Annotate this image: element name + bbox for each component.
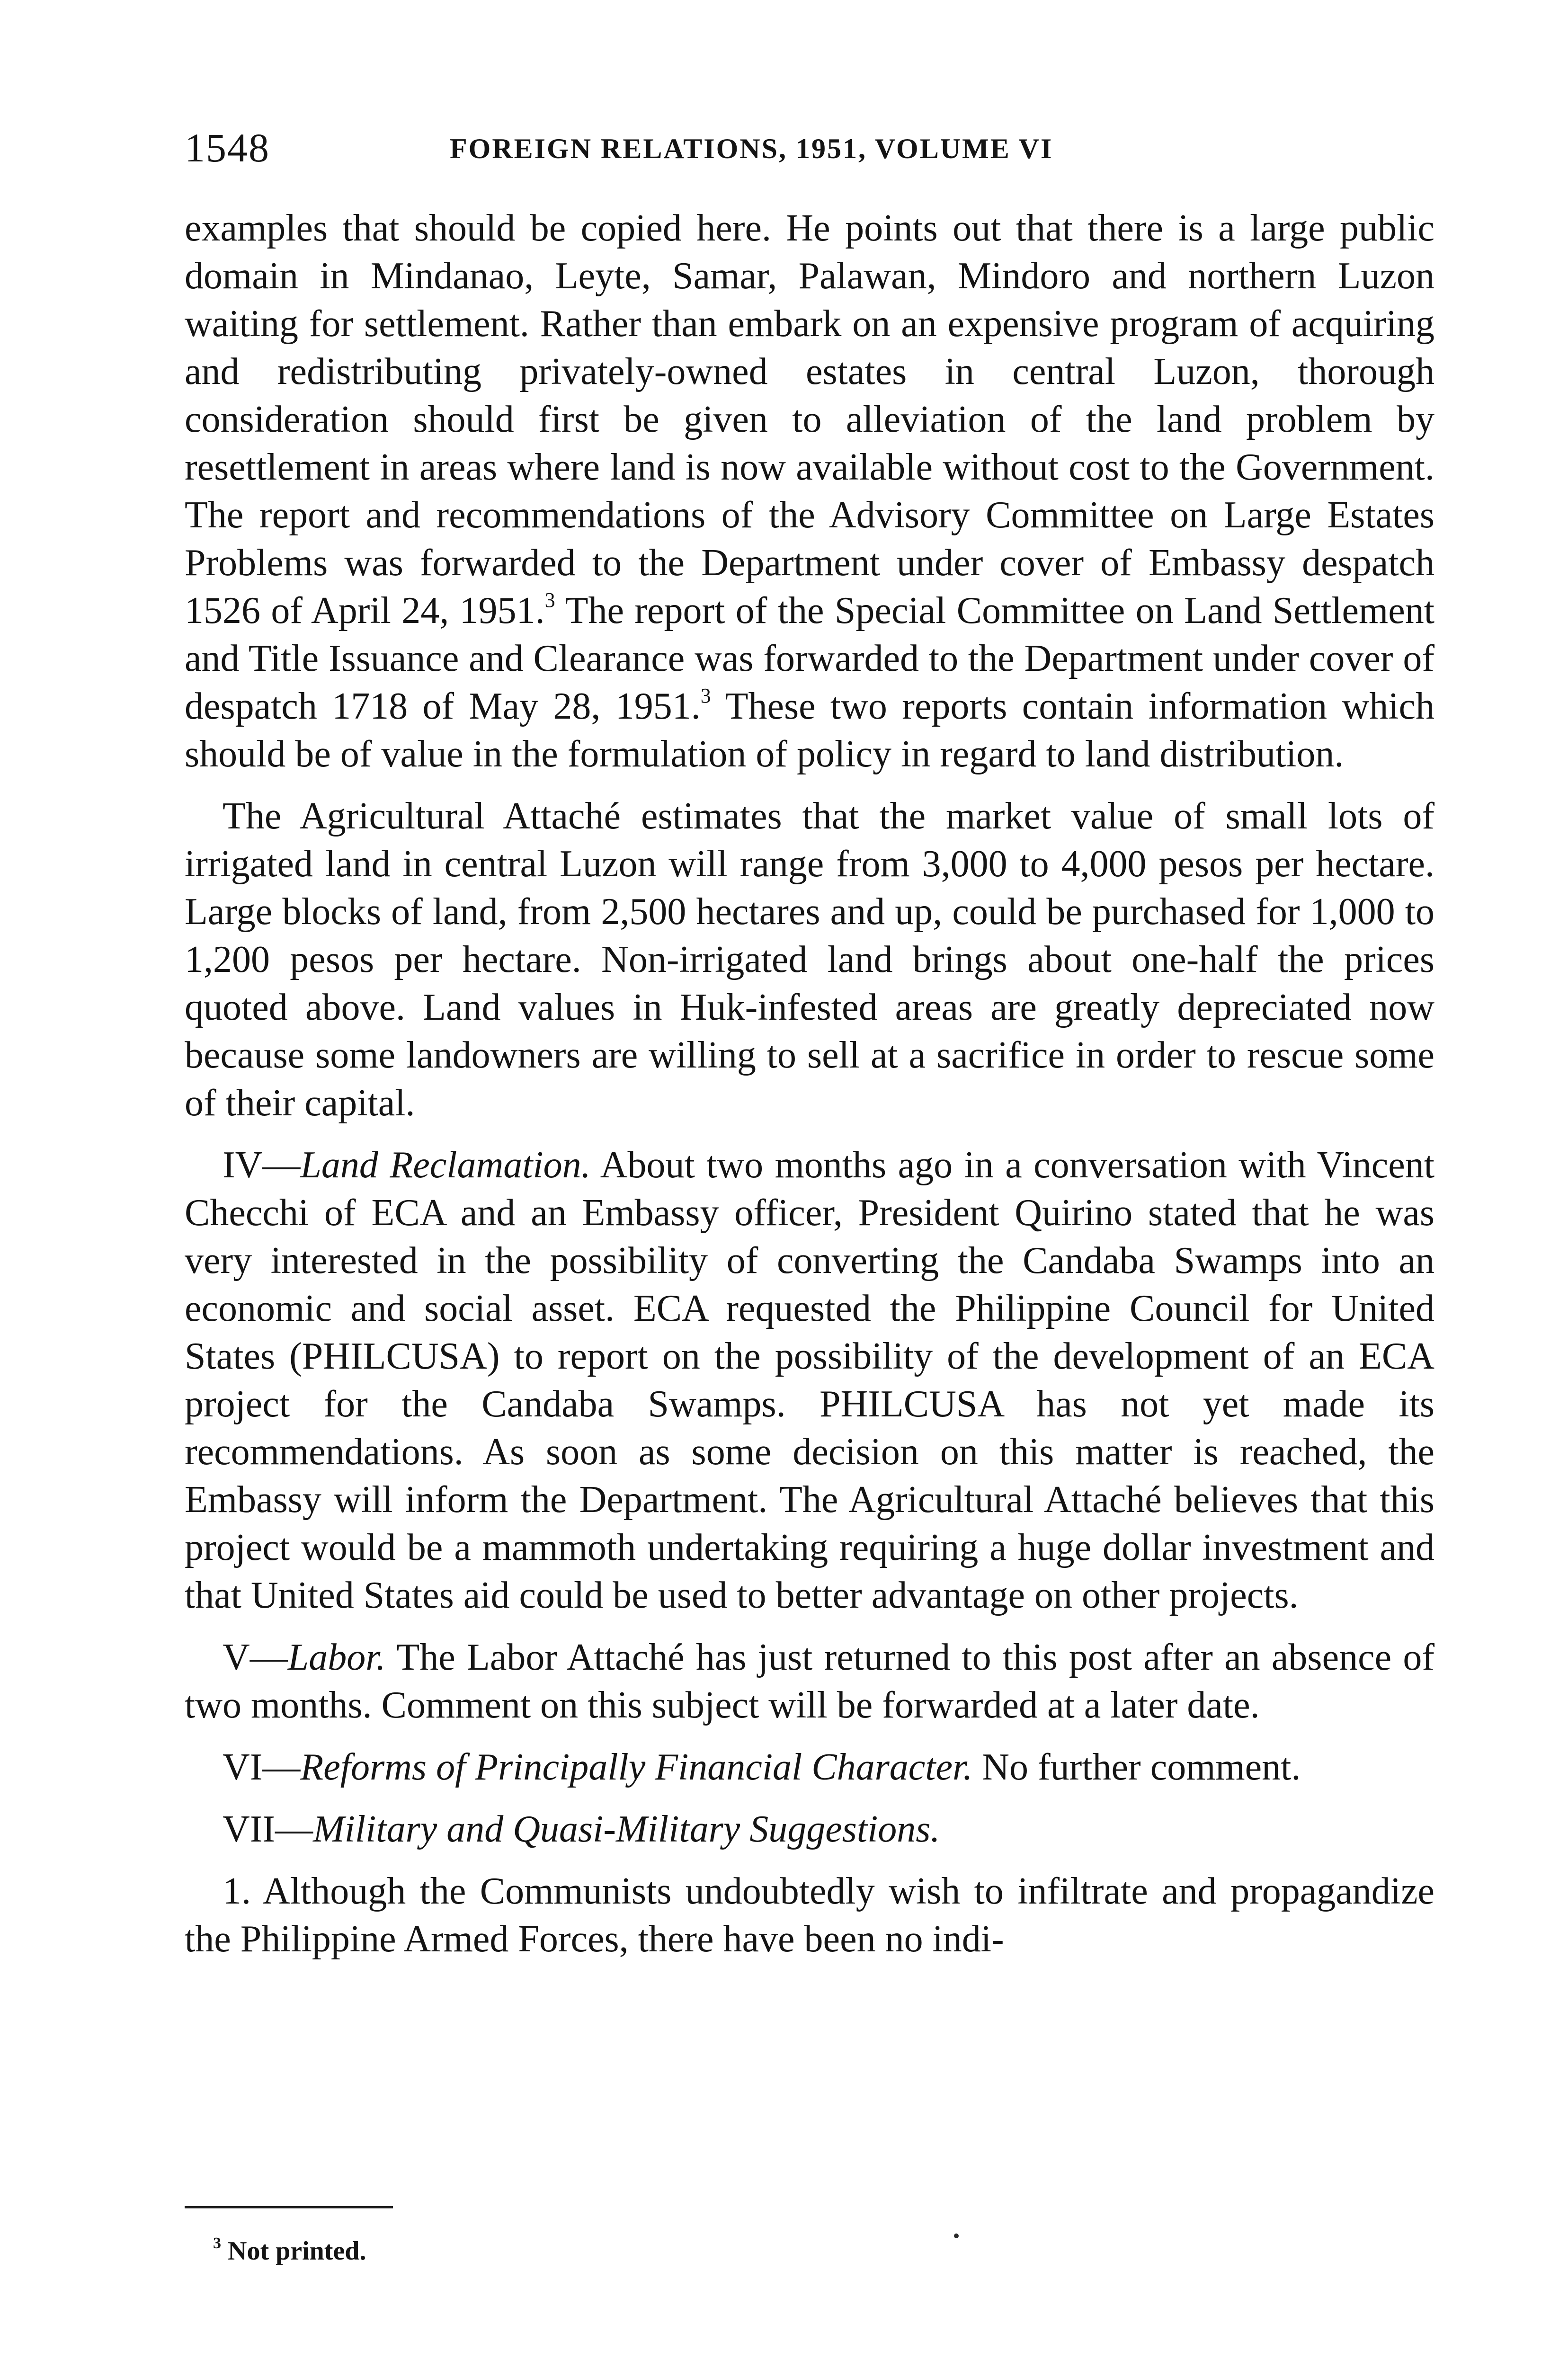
page-header xyxy=(185,124,1434,171)
paragraph-armed-forces: 1. Although the Communists undoubtedly wish to infiltrate and propagandize the Philippine Armed Forces, there have been no indi- xyxy=(185,1870,1434,1960)
section-heading: Land Reclamation. xyxy=(300,1144,591,1186)
section-numeral: VII— xyxy=(223,1808,313,1850)
paragraph-land-domain: examples that should be copied here. He points out that there is a large public domain in Mindanao, Leyte, Samar, Palawan, Mindoro and northern Luzon waiting for settlement. Rather than embark on an expensive program of acquiring and redistributing privately-owned estates in central Luzon, thorough consideration should first be given to alleviation of the land problem by resettlement in areas where land is now available without cost to the Government. The report and recommendations of the Advisory Committee on Large Estates Problems was forwarded to the Department under cover of Embassy despatch 1526 of April 24, 1951.$^3$ The report of the Special Committee on Land Settlement and Title Issuance and Clearance was forwarded to the Department under cover of despatch 1718 of May 28, 1951.$^3$ These two reports contain information which should be of value in the formulation of policy in regard to land distribution. xyxy=(185,207,1434,775)
section-numeral: VI— xyxy=(223,1746,301,1788)
section-heading: Labor. xyxy=(287,1637,386,1678)
section-heading: Military and Quasi-Military Suggestions. xyxy=(313,1808,940,1850)
paragraph-military xyxy=(185,1806,1434,1853)
page-number: 1548 xyxy=(185,125,270,170)
footnote-text: Not printed. xyxy=(228,2236,366,2266)
footnote xyxy=(213,2234,366,2268)
footnote-reference[interactable]: 3 xyxy=(544,588,555,612)
paragraph-financial-reforms: VI—Reforms of Principally Financial Character. No further comment. xyxy=(223,1746,1301,1788)
paragraph-land-values: The Agricultural Attaché estimates that the market value of small lots of irrigated land in central Luzon will range from 3,000 to 4,000 pesos per hectare. Large blocks of land, from 2,500 hectares and up, could be purchased for 1,000 to 1,200 pesos per hectare. Non-irrigated land brings about one-half the prices quoted above. Land values in Huk-infested areas are greatly depreciated now because some landowners are willing to sell at a sacrifice in order to rescue some of their capital. xyxy=(185,795,1434,1124)
body-text xyxy=(185,205,1434,1963)
footnote-marker: 3 xyxy=(213,2234,221,2252)
footnote-divider xyxy=(185,2206,393,2208)
footnote-reference[interactable]: 3 xyxy=(700,684,711,707)
print-speck xyxy=(954,2234,959,2238)
section-numeral: V— xyxy=(223,1637,288,1678)
paragraph-labor: V—Labor. The Labor Attaché has just returned to this post after an absence of two months. Comment on this subject will be forwarded at a later date. xyxy=(185,1637,1434,1726)
section-numeral: IV— xyxy=(223,1144,301,1186)
paragraph-land-reclamation: IV—Land Reclamation. About two months ago in a conversation with Vincent Checchi of ECA and an Embassy officer, President Quirino stated that he was very interested in the possibility of converting the Candaba Swamps into an economic and social asset. ECA requested the Philippine Council for United States (PHILCUSA) to report on the possibility of the development of an ECA project for the Candaba Swamps. PHILCUSA has not yet made its recommendations. As soon as some decision on this matter is reached, the Embassy will inform the Department. The Agricultural Attaché believes that this project would be a mammoth undertaking requiring a huge dollar investment and that United States aid could be used to better advantage on other projects. xyxy=(185,1144,1434,1616)
running-head: FOREIGN RELATIONS, 1951, VOLUME VI xyxy=(450,133,1053,164)
section-heading: Reforms of Principally Financial Character. xyxy=(300,1746,973,1788)
